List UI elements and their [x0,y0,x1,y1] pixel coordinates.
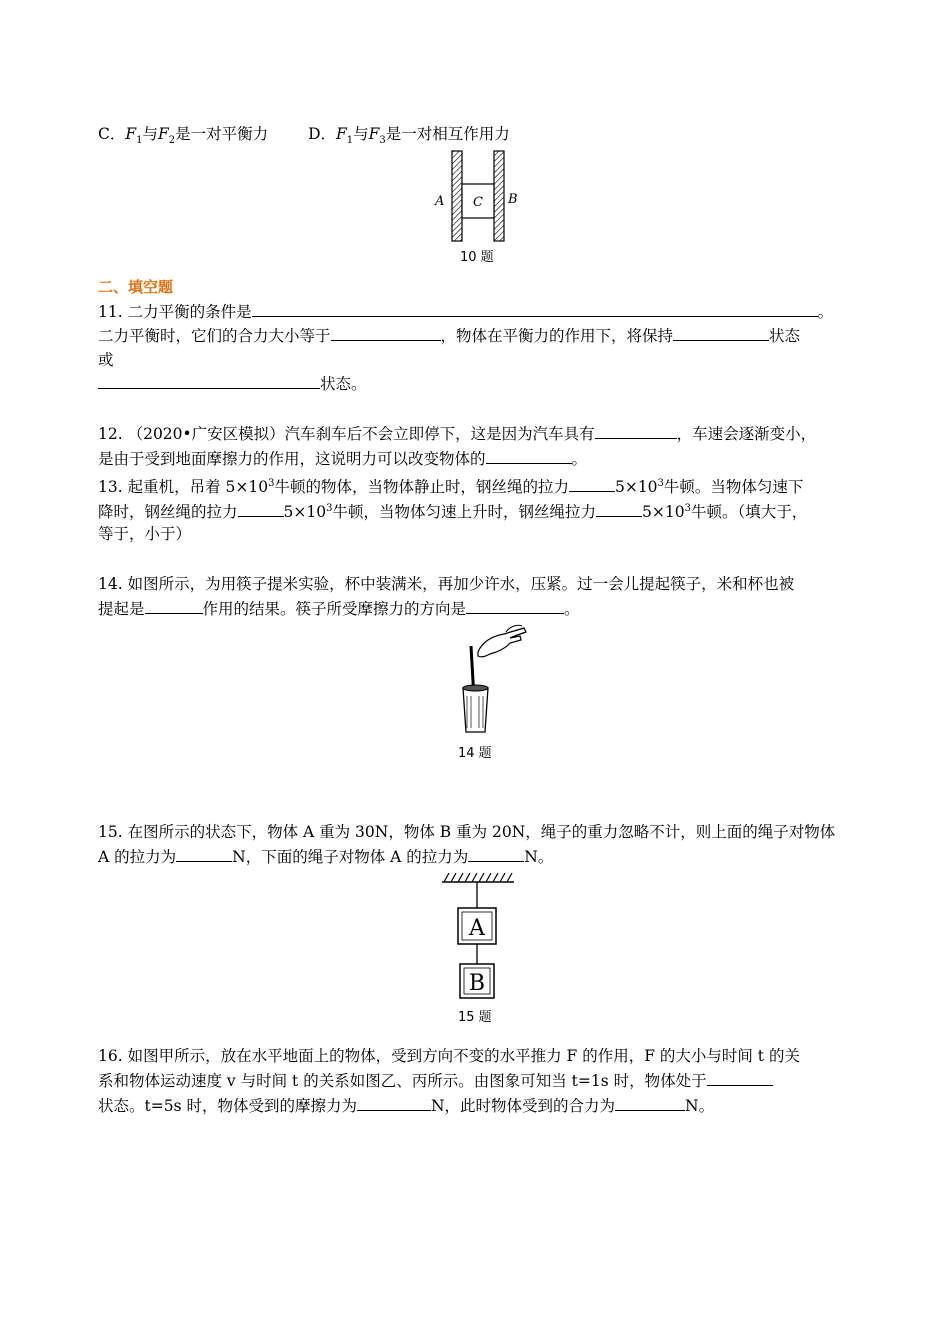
hand-icon [478,628,526,657]
q11-blank1[interactable] [252,302,818,317]
figure-14 [448,622,538,762]
label-a: A [435,194,445,209]
q11-line2: 二力平衡时，它们的合力大小等于 ，物体在平衡力的作用下，将保持 状态 [98,327,801,345]
q12-line1: 12. （2020•广安区模拟）汽车刹车后不会立即停下，这是因为汽车具有 ，车速会逐渐变小， [98,425,817,443]
q11-line4: 状态。 [98,374,367,394]
label-b: B [508,192,518,207]
q13-blank1[interactable] [569,477,615,492]
block-a-label: A [469,916,485,941]
q11-blank4[interactable] [98,374,320,389]
figure-15-caption: 15 题 [458,1010,492,1025]
ceiling-hatch [444,873,512,882]
figure-15-drawing [438,870,528,1004]
q10-option-d: D．$F_1$与$F_3$是一对相互作用力 [308,125,510,147]
q12-blank2[interactable] [486,449,572,464]
block-b-label: B [468,971,486,996]
section-title: 二、填空题 [98,278,174,296]
q15-blank2[interactable] [468,847,524,862]
figure-15 [438,870,528,1026]
q16-blank2[interactable] [357,1096,431,1111]
q12-line2: 是由于受到地面摩擦力的作用，这说明力可以改变物体的 。 [98,450,588,468]
q11-line3: 或 [98,351,114,369]
plate-b [494,151,504,241]
q11-line1: 11. 二力平衡的条件是 。 [98,303,834,321]
q16-line3: 状态。t=5s 时，物体受到的摩擦力为 N，此时物体受到的合力为 N。 [98,1097,715,1115]
figure-10-caption: 10 题 [460,250,494,265]
q11-blank3[interactable] [673,326,769,341]
q13-blank2[interactable] [238,502,284,517]
figure-10 [428,148,528,268]
q13-line3: 等于，小于） [98,525,192,543]
figure-14-caption: 14 题 [458,746,492,761]
label-c: C [473,195,483,210]
q13-line1: 13. 起重机，吊着 $5\times 10^3$牛顿的物体，当物体静止时，钢丝绳的拉力 $5\times 10^3$牛顿。当物体匀速下 [98,478,804,497]
q16-blank3[interactable] [615,1096,685,1111]
q15-line2: A 的拉力为 N，下面的绳子对物体 A 的拉力为 N。 [98,848,554,866]
figure-14-drawing [448,622,538,740]
q16-line2: 系和物体运动速度 v 与时间 t 的关系如图乙、丙所示。由图象可知当 t=1s 时，物体处于 [98,1071,773,1091]
plate-a [452,151,462,241]
q15-line1: 15. 在图所示的状态下，物体 A 重为 30N，物体 B 重为 20N，绳子的重力忽略不计，则上面的绳子对物体 [98,823,836,841]
figure-10-drawing [428,148,528,244]
q10-option-c: C．$F_1$与$F_2$是一对平衡力 [98,125,269,147]
q14-line1: 14. 如图所示，为用筷子提米实验，杯中装满米，再加少许水，压紧。过一会儿提起筷子，米和杯也被 [98,575,795,593]
q13-blank3[interactable] [596,502,642,517]
q15-blank1[interactable] [176,847,232,862]
q11-blank2[interactable] [331,326,441,341]
q14-blank1[interactable] [145,599,203,614]
q13-line2: 降时，钢丝绳的拉力 $5\times 10^3$牛顿，当物体匀速上升时，钢丝绳拉力 $5\times 10^3$牛顿。（填大于， [98,503,808,522]
q14-line2: 提起是 作用的结果。筷子所受摩擦力的方向是 。 [98,600,580,618]
q16-line1: 16. 如图甲所示，放在水平地面上的物体，受到方向不变的水平推力 F 的作用，F 的大小与时间 t 的关 [98,1047,800,1065]
q14-blank2[interactable] [466,599,564,614]
q16-blank1[interactable] [707,1071,773,1086]
q12-blank1[interactable] [595,424,677,439]
